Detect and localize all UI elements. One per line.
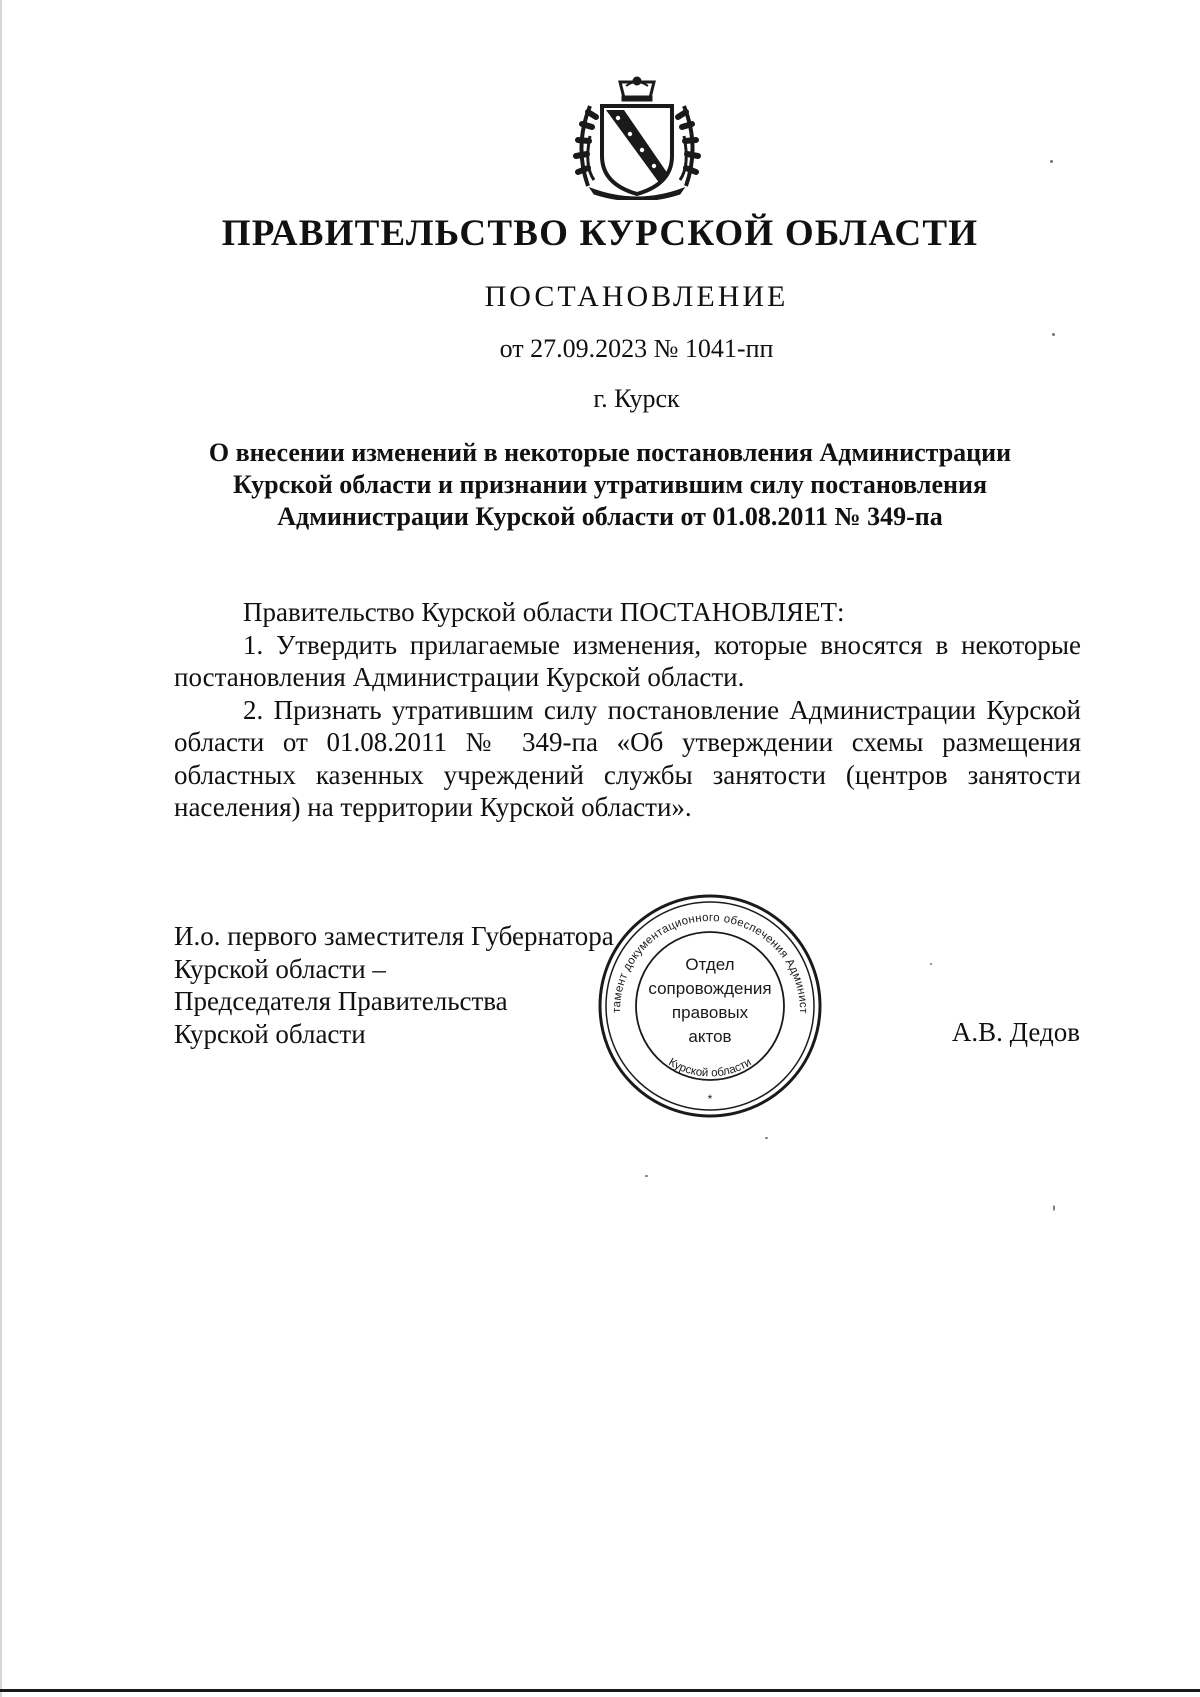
- signatory-title: [174, 920, 614, 1050]
- signatory-title-line: Курской области: [174, 1018, 366, 1049]
- subject-line: Курской области и признании утратившим силу постановления: [232, 470, 988, 499]
- scan-speck: [1050, 160, 1053, 163]
- signatory-title-line: Курской области –: [174, 953, 386, 984]
- document-city: г. Курск: [593, 384, 680, 413]
- resolution-item-2: 2. Признать утратившим силу постановление Администрации Курской области от 01.08.2011 № 349-па «Об утверждении схемы размещения областных казенных учреждений службы занятости (центров занятости населения) на территории Курской области».: [174, 694, 1081, 822]
- stamp-ring-bottom-text: Курской области: [666, 1056, 754, 1080]
- stamp-center-line: сопровождения: [648, 979, 772, 998]
- subject-line: Администрации Курской области от 01.08.2011 № 349-па: [277, 502, 943, 531]
- document-body: [174, 596, 1081, 824]
- svg-text:Курской области: [666, 1056, 753, 1079]
- scan-speck: [1053, 1205, 1055, 1211]
- document-subject: [160, 437, 1060, 533]
- signatory-title-line: Председателя Правительства: [174, 986, 508, 1016]
- stamp-center-text: [596, 953, 824, 1049]
- resolution-intro: Правительство Курской области ПОСТАНОВЛЯЕТ:: [243, 597, 845, 627]
- document-date-number: от 27.09.2023 № 1041-пп: [499, 334, 774, 363]
- scan-speck: [930, 963, 932, 965]
- scan-bottom-line: [0, 1689, 1200, 1692]
- kursk-coat-of-arms-icon: [568, 76, 706, 200]
- signatory-title-line: И.о. первого заместителя Губернатора: [174, 921, 614, 951]
- document-type: ПОСТАНОВЛЕНИЕ: [484, 280, 789, 313]
- signatory-name: А.В. Дедов: [951, 1017, 1080, 1047]
- government-title: ПРАВИТЕЛЬСТВО КУРСКОЙ ОБЛАСТИ: [221, 213, 979, 254]
- resolution-item-1: 1. Утвердить прилагаемые изменения, которые вносятся в некоторые постановления Администрации Курской области.: [174, 629, 1081, 692]
- star-icon: *: [707, 1092, 713, 1106]
- stamp-center-line: Отдел: [685, 955, 735, 974]
- stamp-ring-top-text: тамент документационного обеспечения Админист: [610, 911, 810, 1014]
- scan-speck: [645, 1175, 648, 1177]
- subject-line: О внесении изменений в некоторые постановления Администрации: [208, 438, 1012, 467]
- stamp-center-line: актов: [688, 1027, 732, 1046]
- scan-speck: [765, 1137, 768, 1139]
- official-stamp: [596, 893, 824, 1119]
- stamp-center-line: правовых: [671, 1003, 749, 1022]
